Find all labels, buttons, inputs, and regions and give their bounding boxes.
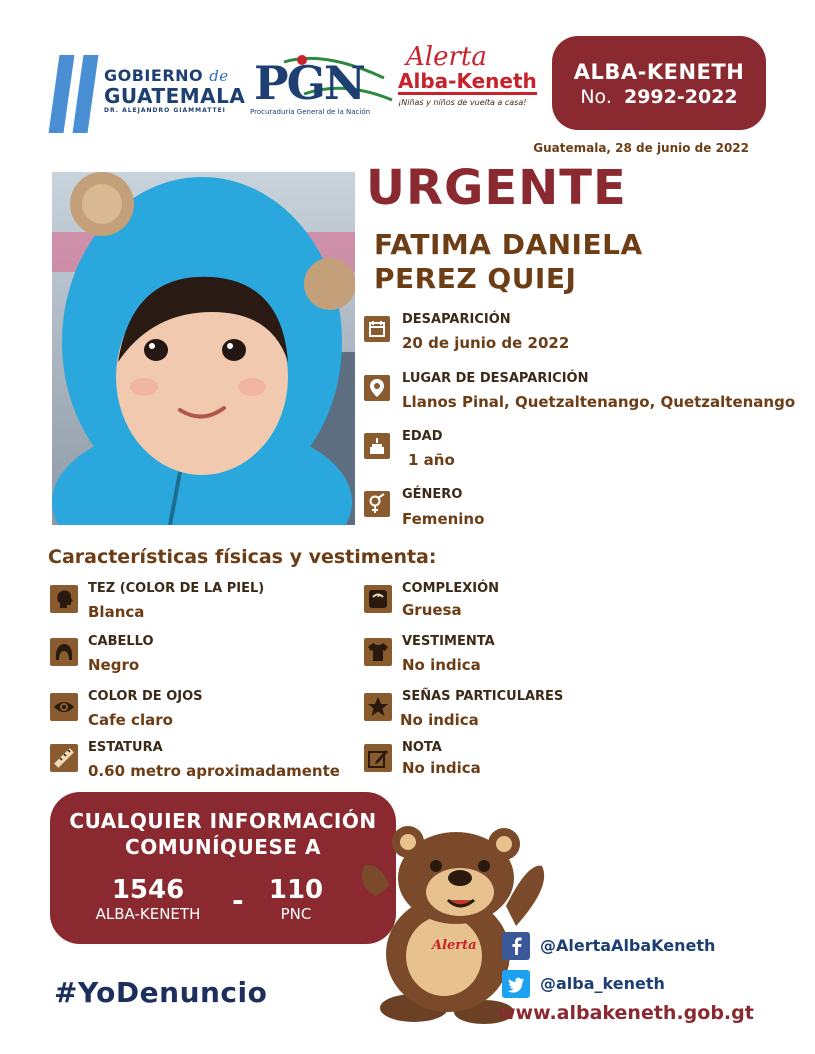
twitter-icon [502,970,530,998]
char-label: NOTA [402,740,442,755]
calendar-icon [364,316,390,342]
info-value: 20 de junio de 2022 [402,334,570,352]
star-icon [364,693,392,721]
char-label: ESTATURA [88,740,163,755]
eye-icon [50,693,78,721]
case-number-box [552,36,766,130]
bear-badge: Alerta [432,938,477,953]
phone-separator: - [232,884,244,917]
phone-number: 1546 [111,875,185,905]
shirt-icon [364,638,392,666]
phone-alba-keneth[interactable] [78,876,218,924]
characteristics-title: Características físicas y vestimenta: [48,546,437,568]
name-line2: PEREZ QUIEJ [374,262,577,295]
alerta-logo [398,44,538,107]
char-value: Negro [88,656,140,674]
info-label: DESAPARICIÓN [402,312,511,327]
char-label: COMPLEXIÓN [402,581,500,596]
urgent-heading: URGENTE [366,160,627,216]
phone-label: ALBA-KENETH [95,905,201,923]
alerta-logo-line2: Alba-Keneth [398,69,537,93]
char-label: VESTIMENTA [402,634,495,649]
missing-person-name [374,228,643,296]
pgn-logo [244,50,394,120]
phone-number: 110 [268,875,324,905]
alerta-logo-line1: Alerta [406,42,487,72]
char-label: COLOR DE OJOS [88,689,203,704]
ruler-icon [50,744,78,772]
twitter-handle: @alba_keneth [540,974,665,993]
issue-date: Guatemala, 28 de junio de 2022 [533,141,749,155]
info-label: LUGAR DE DESAPARICIÓN [402,371,589,386]
pgn-subtitle: Procuraduría General de la Nación [250,108,371,116]
phone-pnc[interactable] [226,876,366,924]
char-value: No indica [402,656,481,674]
map-pin-icon [364,375,390,401]
info-label: EDAD [402,429,443,444]
facebook-handle: @AlertaAlbaKeneth [540,936,716,955]
char-label: TEZ (COLOR DE LA PIEL) [88,581,265,596]
info-value: 1 año [408,451,455,469]
char-value: Cafe claro [88,711,173,729]
pgn-wordmark: PGN [254,56,364,110]
info-value: Llanos Pinal, Quetzaltenango, Quetzaltenango [402,393,796,411]
website-link[interactable]: www.albakeneth.gob.gt [498,1002,754,1024]
face-profile-icon [50,585,78,613]
info-value: Femenino [402,510,485,528]
info-label: GÉNERO [402,487,463,502]
case-title: ALBA-KENETH [573,60,745,84]
hashtag: #YoDenuncio [54,976,268,1009]
note-edit-icon [364,744,392,772]
name-line1: FATIMA DANIELA [374,228,643,261]
gender-icon [364,491,390,517]
contact-box [50,792,396,944]
char-value: No indica [402,759,481,777]
hair-icon [50,638,78,666]
gobierno-line1: GOBIERNO de [104,66,229,85]
gobierno-line2: GUATEMALA [104,84,246,108]
alerta-tagline: ¡Niñas y niños de vuelta a casa! [398,98,527,107]
phone-label: PNC [280,905,312,923]
child-photo [52,172,355,525]
gobierno-bars-icon [52,55,96,133]
char-value: Gruesa [402,601,462,619]
cake-icon [364,433,390,459]
scale-icon [364,585,392,613]
char-value: Blanca [88,603,145,621]
facebook-icon [502,932,530,960]
char-value: No indica [400,711,479,729]
contact-heading: CUALQUIER INFORMACIÓN COMUNÍQUESE A [69,809,377,859]
char-label: SEÑAS PARTICULARES [402,689,564,704]
gobierno-line3: DR. ALEJANDRO GIAMMATTEI [104,107,226,114]
char-label: CABELLO [88,634,154,649]
case-number: No. 2992-2022 [580,86,738,108]
char-value: 0.60 metro aproximadamente [88,762,340,780]
